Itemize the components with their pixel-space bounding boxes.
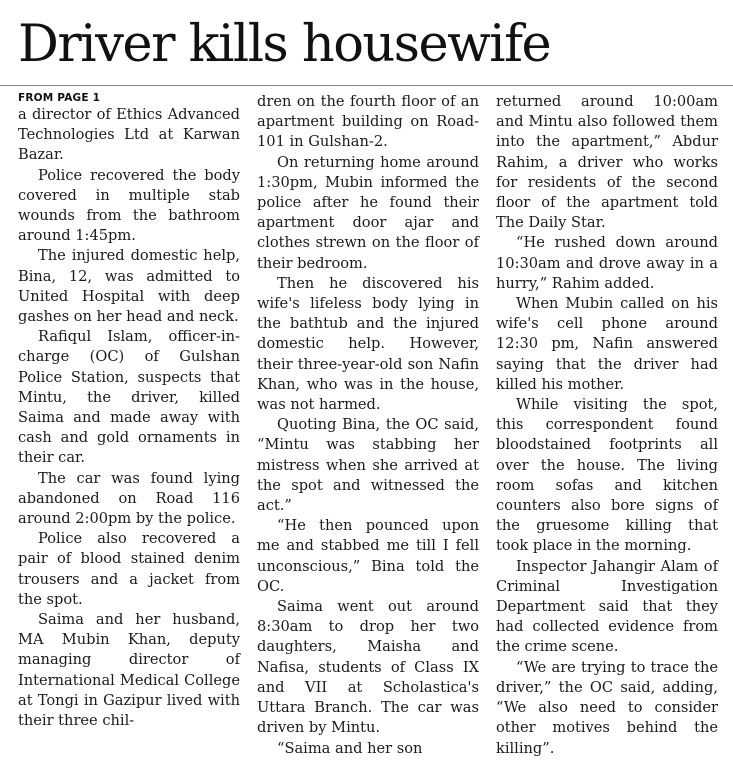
headline-rule: [0, 85, 733, 86]
paragraph: The car was found lying abandoned on Road 116 around 2:00pm by the police.: [18, 469, 240, 528]
paragraph: When Mubin called on his wife's cell phone around 12:30 pm, Nafin answered saying that the driver had killed his mother.: [496, 295, 718, 393]
paragraph: “Saima and her son: [277, 739, 423, 757]
article-column-2: [257, 92, 479, 759]
paragraph: The injured domestic help, Bina, 12, was admitted to United Hospital with deep gashes on her head and neck.: [18, 247, 240, 326]
paragraph: “He rushed down around 10:30am and drove away in a hurry,” Rahim added.: [496, 234, 718, 292]
paragraph: “He then pounced upon me and stabbed me till I fell unconscious,” Bina told the OC.: [257, 517, 479, 595]
paragraph: Rafiqul Islam, officer-in-charge (OC) of Gulshan Police Station, suspects that Mintu, the driver, killed Saima and made away with cash and gold ornaments in their car.: [18, 328, 240, 467]
paragraph: On returning home around 1:30pm, Mubin informed the police after he found their apartment door ajar and clothes strewn on the floor of their bedroom.: [257, 153, 479, 272]
paragraph: Quoting Bina, the OC said, “Mintu was stabbing her mistress when she arrived at the spot and witnessed the act.”: [257, 416, 479, 515]
article-column-3: [496, 92, 718, 759]
article-headline: Driver kills housewife: [18, 15, 551, 74]
paragraph: Police also recovered a pair of blood stained denim trousers and a jacket from the spot.: [18, 530, 240, 608]
paragraph: Saima and her husband, MA Mubin Khan, deputy managing director of International Medical College at Tongi in Gazipur lived with their three chil-: [18, 611, 240, 730]
paragraph: Then he discovered his wife's lifeless body lying in the bathtub and the injured domestic help. However, their three-year-old son Nafin Khan, who was in the house, was not harmed.: [257, 274, 479, 414]
paragraph: Inspector Jahangir Alam of Criminal Investigation Department said that they had collected evidence from the crime scene.: [496, 557, 718, 656]
paragraph: Saima went out around 8:30am to drop her two daughters, Maisha and Nafisa, students of Class IX and VII at Scholastica's Uttara Branch. The car was driven by Mintu.: [257, 598, 479, 737]
paragraph: While visiting the spot, this correspondent found bloodstained footprints all over the house. The living room sofas and kitchen counters also bore signs of the gruesome killing that took place in the morning.: [496, 396, 718, 555]
article-column-1: [18, 92, 240, 731]
paragraph: a director of Ethics Advanced Technologies Ltd at Karwan Bazar.: [18, 106, 240, 164]
paragraph: “We are trying to trace the driver,” the OC said, adding, “We also need to consider other motives behind the killing”.: [496, 658, 718, 757]
continuation-kicker: FROM PAGE 1: [18, 92, 101, 104]
paragraph: dren on the fourth floor of an apartment building on Road-101 in Gulshan-2.: [257, 93, 479, 151]
paragraph: Police recovered the body covered in multiple stab wounds from the bathroom around 1:45pm.: [18, 166, 240, 245]
paragraph: returned around 10:00am and Mintu also followed them into the apartment,” Abdur Rahim, a driver who works for residents of the second floor of the apartment told The Daily Star.: [496, 93, 718, 232]
